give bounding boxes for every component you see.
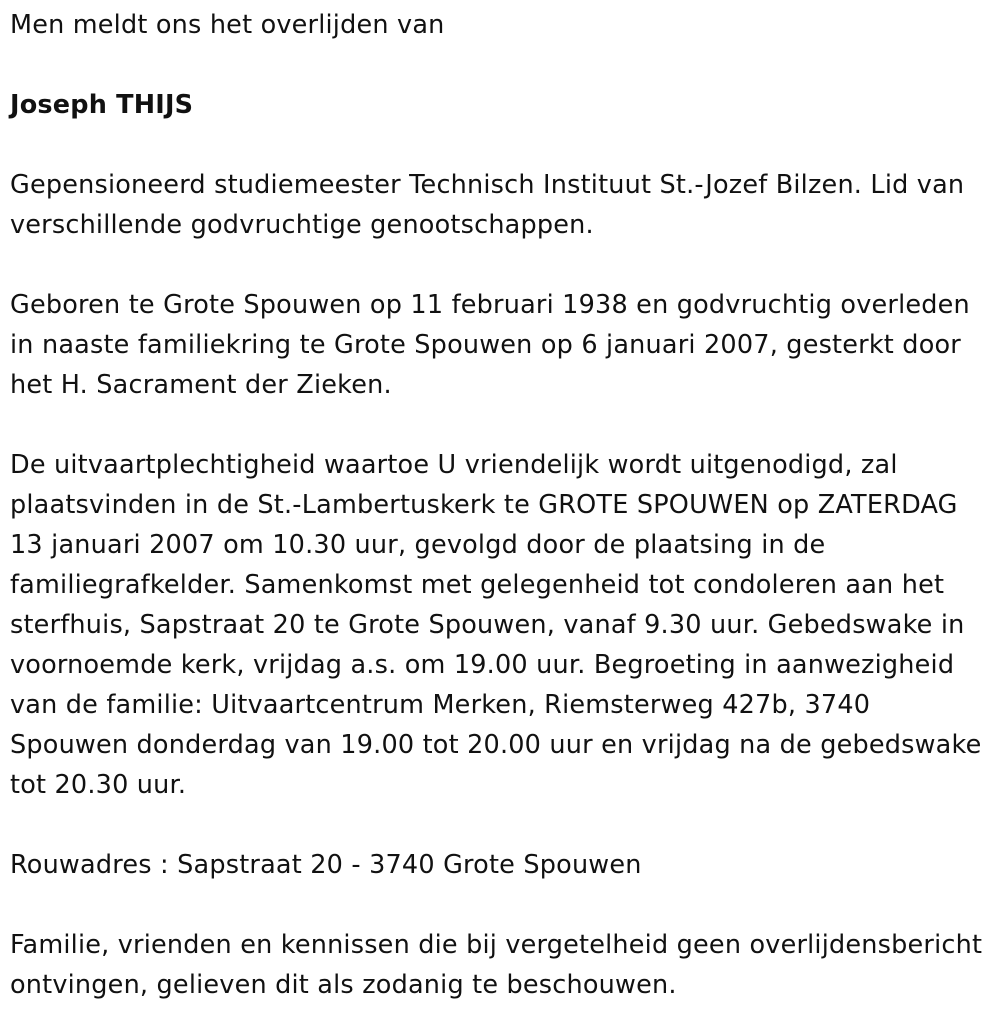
notice-occupation: Gepensioneerd studiemeester Technisch Instituut St.-Jozef Bilzen. Lid van verschillende godvruchtige genootschappen. xyxy=(10,170,965,240)
notice-funeral-details: De uitvaartplechtigheid waartoe U vriendelijk wordt uitgenodigd, zal plaatsvinden in de St.-Lambertuskerk te GROTE SPOUWEN op ZATERDAG 13 januari 2007 om 10.30 uur, gevolgd door de plaatsing in de familiegrafkelder. Samenkomst met gelegenheid tot condoleren aan het sterfhuis, Sapstraat 20 te Grote Spouwen, vanaf 9.30 uur. Gebedswake in voornoemde kerk, vrijdag a.s. om 19.00 uur. Begroeting in aanwezigheid van de familie: Uitvaartcentrum Merken, Riemsterweg 427b, 3740 Spouwen donderdag van 19.00 tot 20.00 uur en vrijdag na de gebedswake tot 20.30 uur. xyxy=(10,450,982,800)
notice-intro: Men meldt ons het overlijden van xyxy=(10,10,445,40)
notice-closing: Familie, vrienden en kennissen die bij vergetelheid geen overlijdensbericht ontvingen, gelieven dit als zodanig te beschouwen. xyxy=(10,930,983,1000)
notice-birth-death: Geboren te Grote Spouwen op 11 februari 1938 en godvruchtig overleden in naaste familiekring te Grote Spouwen op 6 januari 2007, gesterkt door het H. Sacrament der Zieken. xyxy=(10,290,970,400)
deceased-name: Joseph THIJS xyxy=(10,90,194,120)
death-notice xyxy=(10,5,995,1005)
notice-mourning-address: Rouwadres : Sapstraat 20 - 3740 Grote Spouwen xyxy=(10,850,642,880)
